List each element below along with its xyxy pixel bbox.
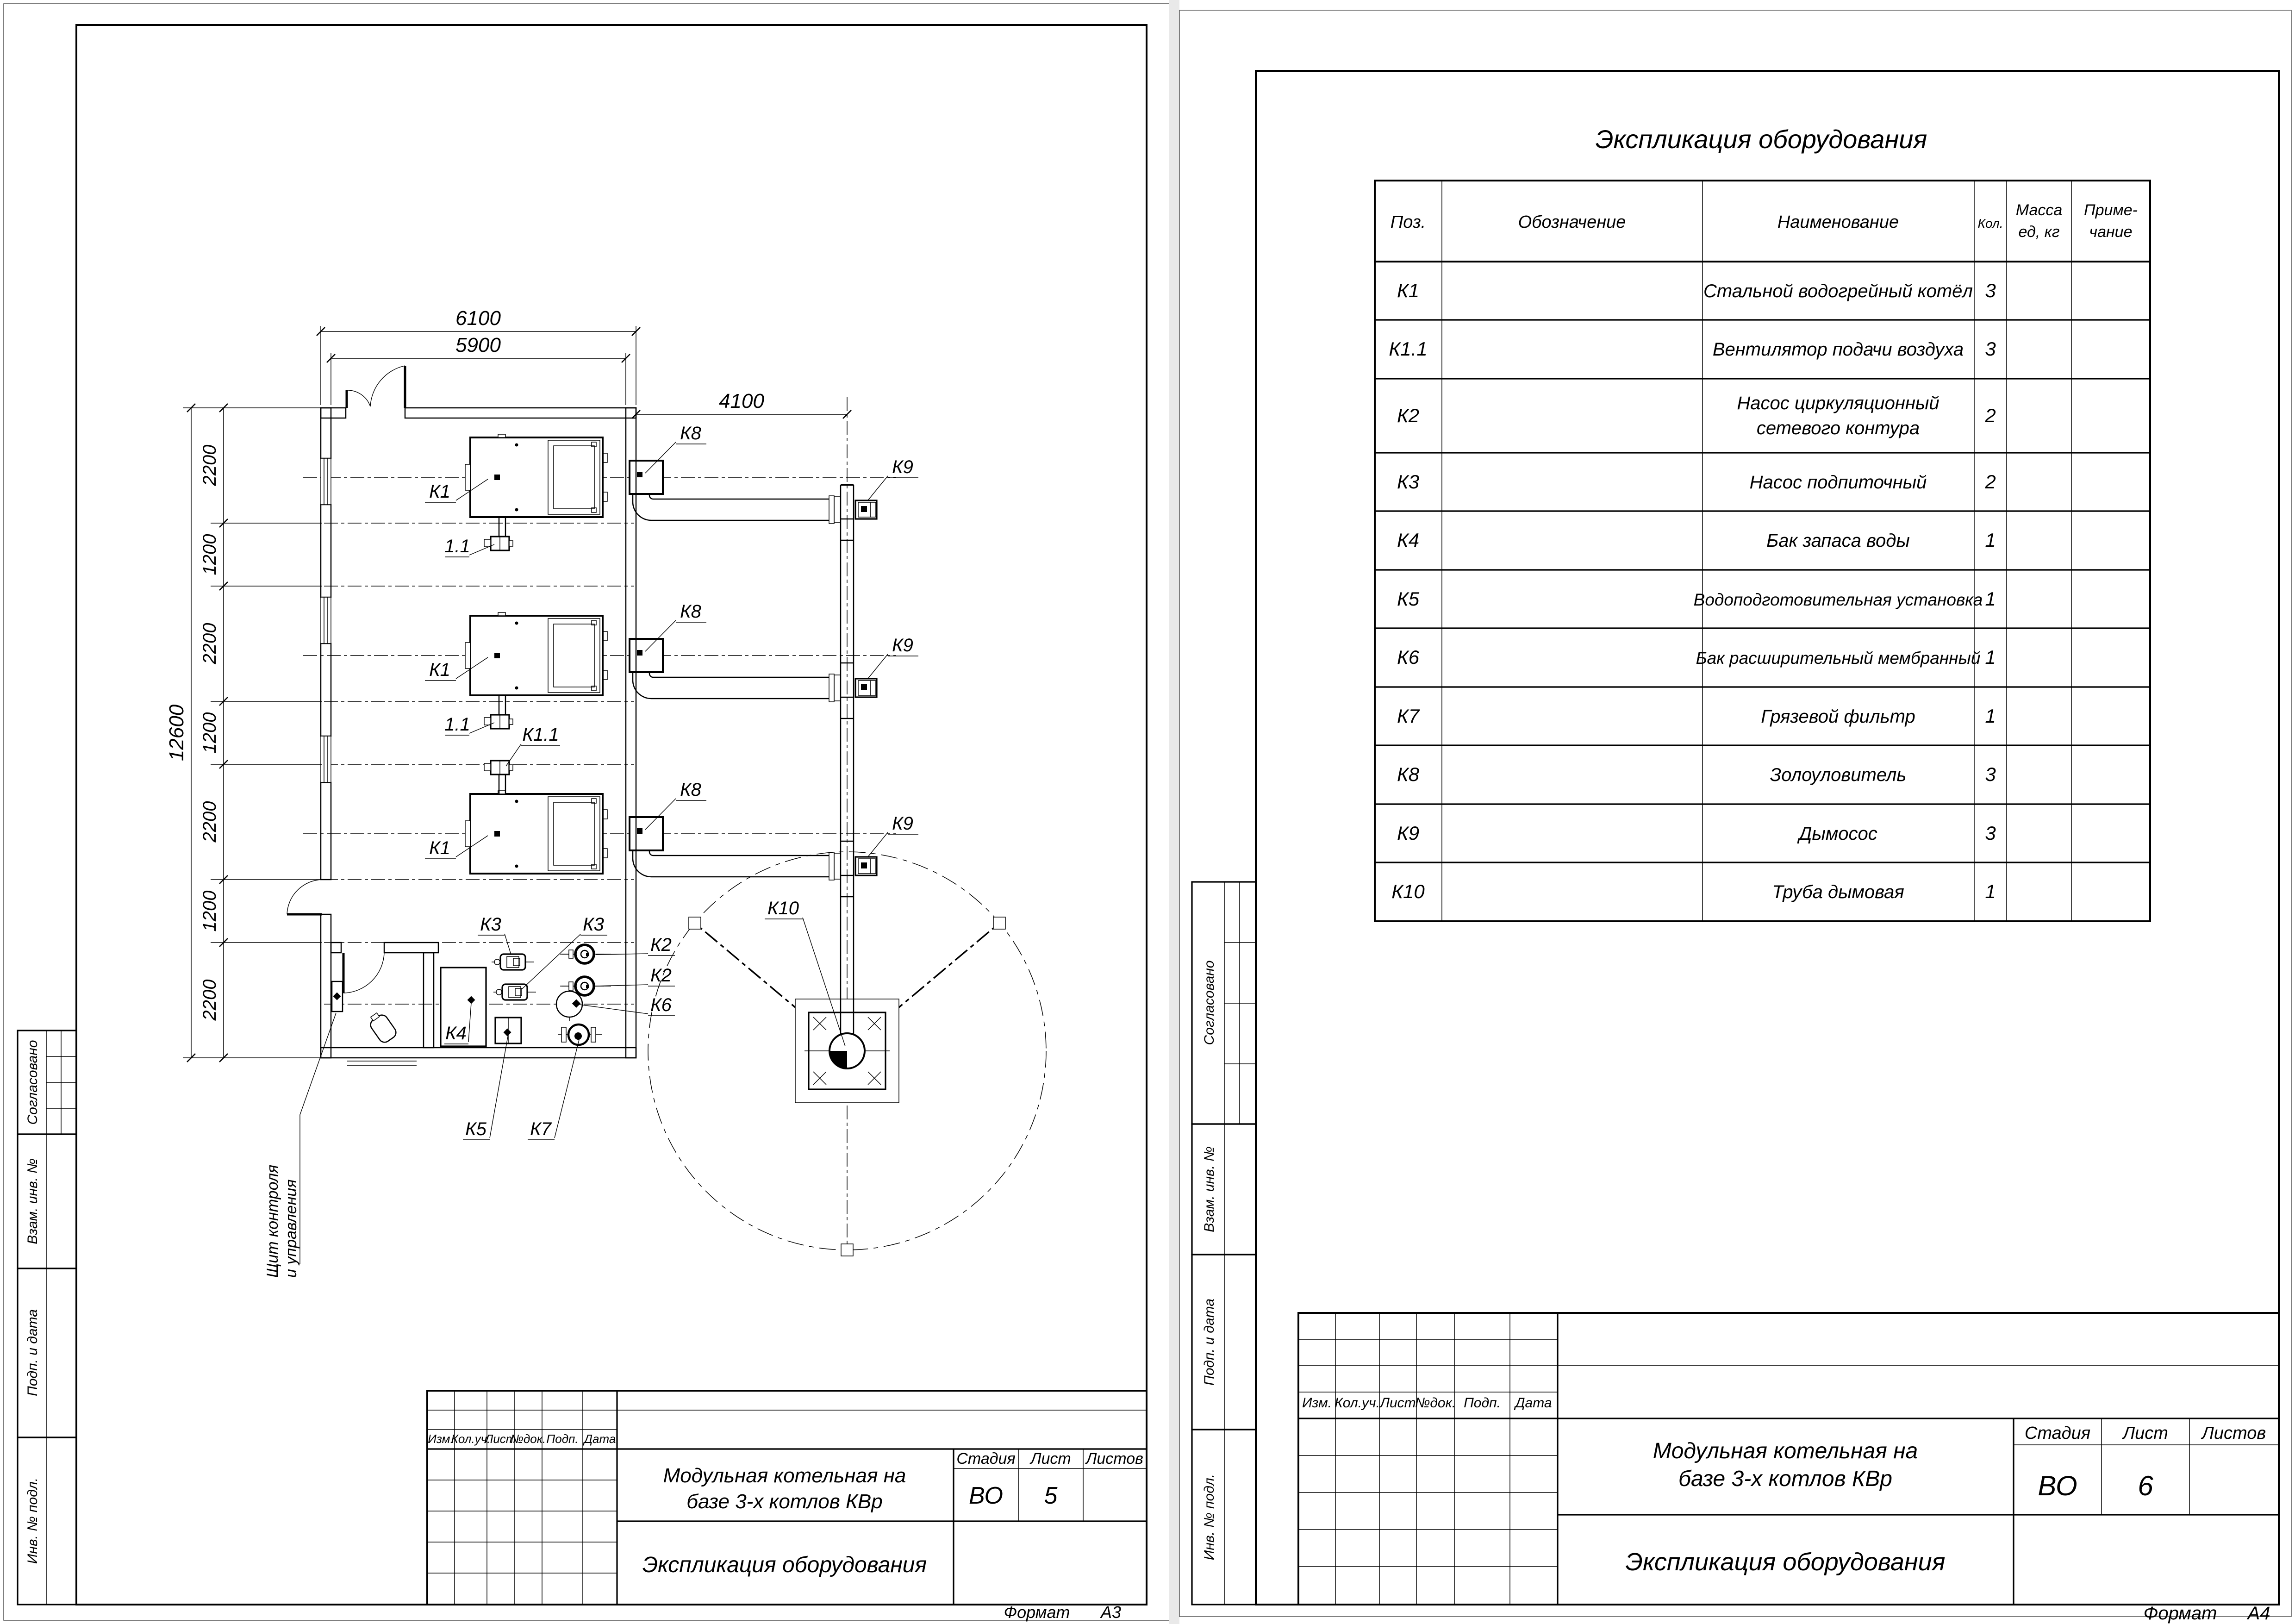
label-k1-2: К1 [429,660,450,680]
header-pos: Поз. [1390,212,1426,232]
stamp-podp: Подп. и дата [1202,1299,1217,1386]
header-designation: Обозначение [1518,212,1626,232]
sheet-gap [1169,0,1179,1624]
dim-12600: 12600 [165,704,188,762]
izm-col-4: №док. [510,1432,546,1446]
label-k8-2: К8 [680,601,701,622]
left-title-block [427,1391,1147,1622]
dim-6100: 6100 [455,307,501,330]
chain-dim-6: 1200 [200,890,220,932]
label-k3-2: К3 [583,914,604,935]
stamp-soglasovano: Согласовано [25,1040,40,1125]
row-qty: 2 [1985,405,1996,426]
right-title-block [1298,1313,2279,1624]
project-title-l1: Модульная котельная на [1653,1439,1918,1463]
label-k8-1: К8 [680,423,701,443]
label-k8-3: К8 [680,780,701,800]
izm-col-2: Кол.уч. [451,1432,491,1446]
label-k5: К5 [465,1119,486,1139]
format-value: А3 [1100,1603,1122,1622]
row-name: Насос подпиточный [1749,472,1927,493]
boiler-k1-2 [465,612,607,695]
row-name: Грязевой фильтр [1761,706,1915,727]
row-pos: К8 [1397,763,1420,785]
row-qty: 3 [1985,338,1996,360]
row-name-l1: Насос циркуляционный [1737,393,1940,413]
chain-dim-7: 2200 [200,979,220,1021]
chain-dim-1: 2200 [200,444,220,486]
chain-dim-4: 1200 [200,712,220,754]
header-note-1: Приме- [2084,201,2138,219]
stage-label: Стадия [956,1450,1016,1468]
boiler-k1-1 [465,434,607,517]
label-k6: К6 [650,995,672,1015]
row-qty: 2 [1985,471,1996,493]
izm-col-4: №док. [1415,1395,1456,1411]
label-fan-2: 1.1 [444,714,470,735]
row-name: Труба дымовая [1772,882,1904,902]
row-pos: К1.1 [1389,338,1428,360]
panel-note-line1: Щит контроля [264,1164,281,1278]
sheet-label: Лист [2123,1424,2168,1443]
row-pos: К6 [1397,646,1420,668]
format-label: Формат [2143,1603,2217,1624]
label-k2-1: К2 [650,935,672,955]
equipment-table [1375,125,2150,921]
row-pos: К5 [1397,588,1420,610]
dim-4100: 4100 [719,390,764,412]
format-label: Формат [1004,1603,1070,1622]
row-pos: К3 [1397,471,1420,493]
row-pos: К10 [1391,881,1425,902]
sheet-number: 6 [2138,1470,2153,1501]
header-note-2: чание [2089,223,2133,241]
chimney-k10 [829,1033,865,1068]
row-pos: К4 [1397,529,1420,551]
stamp-inv: Инв. № подл. [1202,1474,1217,1561]
doc-name: Экспликация оборудования [642,1553,927,1577]
label-k9-3: К9 [892,813,913,834]
header-mass-2: ед, кг [2018,223,2060,241]
row-qty: 1 [1985,529,1996,551]
stage-value: ВО [969,1482,1003,1509]
sheets-label: Листов [2201,1424,2266,1443]
stamp-inv: Инв. № подл. [25,1477,40,1564]
row-pos: К1 [1397,280,1420,301]
label-k1-1: К1 [429,481,450,502]
row-name: Бак расширительный мембранный [1696,649,1981,668]
label-k1-1-fan: К1.1 [522,725,559,745]
izm-col-3: Лист [485,1432,516,1446]
doc-name: Экспликация оборудования [1625,1548,1946,1576]
label-k2-2: К2 [650,965,672,986]
panel-note-line2: и управления [282,1179,300,1278]
izm-col-5: Подп. [546,1432,579,1446]
window-3 [321,736,331,782]
chain-dim-5: 2200 [200,801,220,843]
label-k7: К7 [530,1119,551,1139]
row-name: Золоуловитель [1770,765,1907,785]
row-qty: 1 [1985,881,1996,902]
izm-col-6: Дата [584,1432,616,1446]
row-qty: 1 [1985,705,1996,727]
table-title: Экспликация оборудования [1595,125,1927,154]
window-1 [321,458,331,505]
row-name: Стальной водогрейный котёл [1703,281,1973,301]
stamp-podp: Подп. и дата [25,1309,40,1396]
project-title-l2: базе 3-х котлов КВр [686,1490,883,1513]
row-name: Водоподготовительная установка [1693,590,1983,609]
row-name: Вентилятор подачи воздуха [1712,339,1964,360]
format-value: А4 [2247,1603,2270,1624]
header-mass-1: Масса [2015,201,2063,219]
row-pos: К2 [1397,405,1420,426]
label-fan-1: 1.1 [444,536,470,556]
unit-k5 [495,1018,521,1043]
tank-k6 [556,991,582,1017]
stamp-vzam: Взам. инв. № [25,1158,40,1244]
row-name-l2: сетевого контура [1756,418,1920,438]
stamp-vzam: Взам. инв. № [1202,1146,1217,1232]
izm-col-5: Подп. [1464,1395,1501,1411]
izm-col-2: Кол.уч. [1335,1395,1380,1411]
izm-col-6: Дата [1515,1395,1552,1411]
sheet-label: Лист [1030,1450,1071,1468]
row-qty: 1 [1985,588,1996,610]
stage-value: ВО [2038,1470,2077,1501]
row-qty: 3 [1985,822,1996,844]
label-k9-2: К9 [892,635,913,656]
boiler-k1-3 [465,791,607,874]
project-title-l2: базе 3-х котлов КВр [1678,1467,1892,1491]
row-pos: К7 [1397,705,1420,727]
row-name: Бак запаса воды [1766,531,1910,551]
label-k3-1: К3 [480,914,501,935]
header-name: Наименование [1777,212,1899,232]
izm-col-1: Изм. [428,1432,454,1446]
control-panel [332,981,343,1012]
row-name: Дымосос [1799,824,1877,844]
izm-col-3: Лист [1380,1395,1416,1411]
chain-dim-3: 2200 [200,623,220,664]
label-k4: К4 [445,1023,467,1043]
sheets-label: Листов [1086,1450,1143,1468]
header-qty: Кол. [1977,216,2003,231]
label-k1-3: К1 [429,838,450,858]
window-2 [321,597,331,643]
label-k9-1: К9 [892,457,913,477]
label-k10: К10 [767,898,799,918]
row-qty: 3 [1985,763,1996,785]
row-qty: 3 [1985,280,1996,301]
stamp-soglasovano: Согласовано [1202,960,1217,1045]
chain-dim-2: 1200 [200,534,220,575]
sheet-number: 5 [1044,1482,1058,1509]
dim-5900: 5900 [455,334,501,356]
row-pos: К9 [1397,822,1420,844]
row-qty: 1 [1985,646,1996,668]
project-title-l1: Модульная котельная на [663,1464,906,1487]
izm-col-1: Изм. [1302,1395,1332,1411]
stage-label: Стадия [2024,1424,2091,1443]
